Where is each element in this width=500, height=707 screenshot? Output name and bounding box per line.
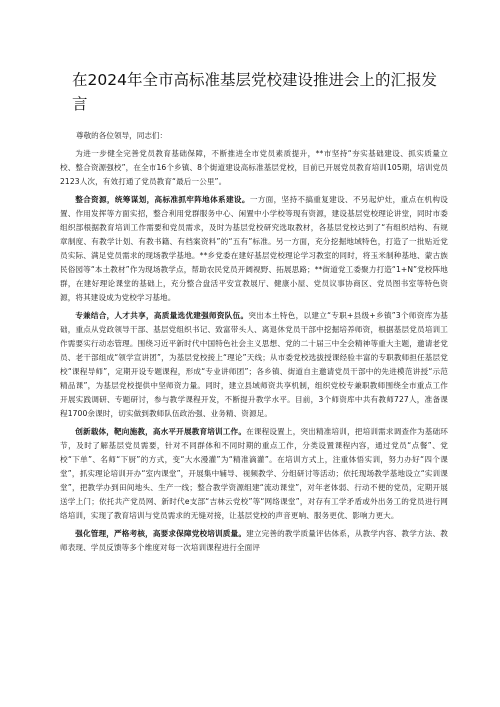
- paragraph-body: 一方面，坚持不搞重复建设、不另起炉灶，重点在机构设置、作用发挥等方面实招，整合利用党群服务中心、闲置中小学校等现有资源，建设基层党校理论讲堂，同时市委组织部根据教育培训工作需要和党员需求，及时为基层党校研究选取教材，各基层党校达到了“有组织结构、有规章制度、有教学计划、有教书籍、有档案资料”的“五有”标准。另一方面，充分挖掘地域特色，打造了一批贴近党员实际、满足党员需求的现场教学基地。**乡党委在建好基层党校理论学习教室的同时，将玉米制种基地、蒙古族民俗园等“本土教材”作为现场教学点，帮助农民党员开阔视野、拓展思路；**街道党工委聚力打造“1+N”党校阵地群，在建好理论课堂的基础上，充分整合盘活平安宣教展厅、健康小屋、党员议事协商区、党员图书室等特色资源，将其建设成为党校学习基地。: [60, 195, 448, 302]
- paragraph-lead: 强化管理，严格考核，高要求保障党校培训质量。: [75, 529, 247, 538]
- paragraph-body: 突出本土特色，以建立“专职+县级+乡镇”3个师资库为基础，重点从党政领导干部、基层党组织书记、致富带头人、离退休党员干部中挖掘培养师资，根据基层党员培训工作需要实行动态管理。围绕习近平新时代中国特色社会主义思想、党的二十届三中全会精神等重大主题，邀请老党员、老干部组成“领学宣讲团”，为基层党校接上“理论”天线；从市委党校选拔授课经验丰富的专职教师担任基层党校“课程导师”，定期开设专题课程，形成“专业讲师团”；各乡镇、街道自主邀请党员干部中的先进模范讲授“示范精品课”，为基层党校提供中坚师资力量。同时，建立县域师资共享机制，组织党校专兼职教师围绕全市重点工作开展实践调研、专题研讨，参与教学课程开发，不断提升教学水平。目前，3个师资库中共有教师727人，准备课程1700余课时，切实做到教师队伍政治强、业务精、资源足。: [60, 311, 449, 418]
- paragraph-training: [60, 425, 448, 523]
- paragraph-body: 在课程设置上，突出精准培训，把培训需求调查作为基础环节，及时了解基层党员需要，针对不同群体和不同时期的重点工作，分类设置课程内容，通过党员“点餐”、党校“下单”、名师“下厨”的方式，变“大水漫灌”为“精准滴灌”。在培训方式上，注重体悟实训，努力办好“四个课堂”，抓实理论培训开办“室内课堂”，开展集中辅导、视频教学、分组研讨等活动；依托现场教学基地设立“实训课堂”，把教学办到田间地头、生产一线；整合教学资源组建“流动课堂”，对年老体弱、行动不便的党员，定期开展送学上门；依托共产党员网、新时代e支部“吉林云党校”等“网络课堂”，对存有工学矛盾或外出务工的党员进行网络培训，实现了教育培训与党员需求的无缝对接，让基层党校的声音更响、服务更优、影响力更大。: [60, 427, 448, 520]
- paragraph-intro: [60, 147, 448, 189]
- paragraph-management: [60, 527, 448, 555]
- paragraph-lead: 专兼结合，人才共享，高质量选优建强师资队伍。: [75, 311, 249, 320]
- paragraph-body: 建立完善的教学质量评估体系，从教学内容、教学方法、教师表现、学员反馈等多个维度对每一次培训课程进行全面评: [60, 529, 448, 552]
- paragraph-lead: 创新载体，靶向施教，高水平开展教育培训工作。: [75, 427, 247, 436]
- document-title: 在2024年全市高标准基层党校建设推进会上的汇报发言: [72, 71, 437, 113]
- greeting: 尊敬的各位领导，同志们：: [76, 131, 168, 140]
- paragraph-body: 为进一步健全完善党员教育基础保障，不断推进全市党员素质提升，**市坚持“夯实基础建设、抓实质量立校、整合资源强校”，在全市16个乡镇、8个街道建设高标准基层党校，目前已开展党员教育培训105期，培训党员2123人次，有效打通了党员教育“最后一公里”。: [60, 149, 448, 186]
- paragraph-teachers: [60, 309, 448, 421]
- paragraph-resources: [60, 193, 448, 305]
- paragraph-lead: 整合资源，统筹谋划，高标准抓牢阵地体系建设。: [75, 195, 250, 204]
